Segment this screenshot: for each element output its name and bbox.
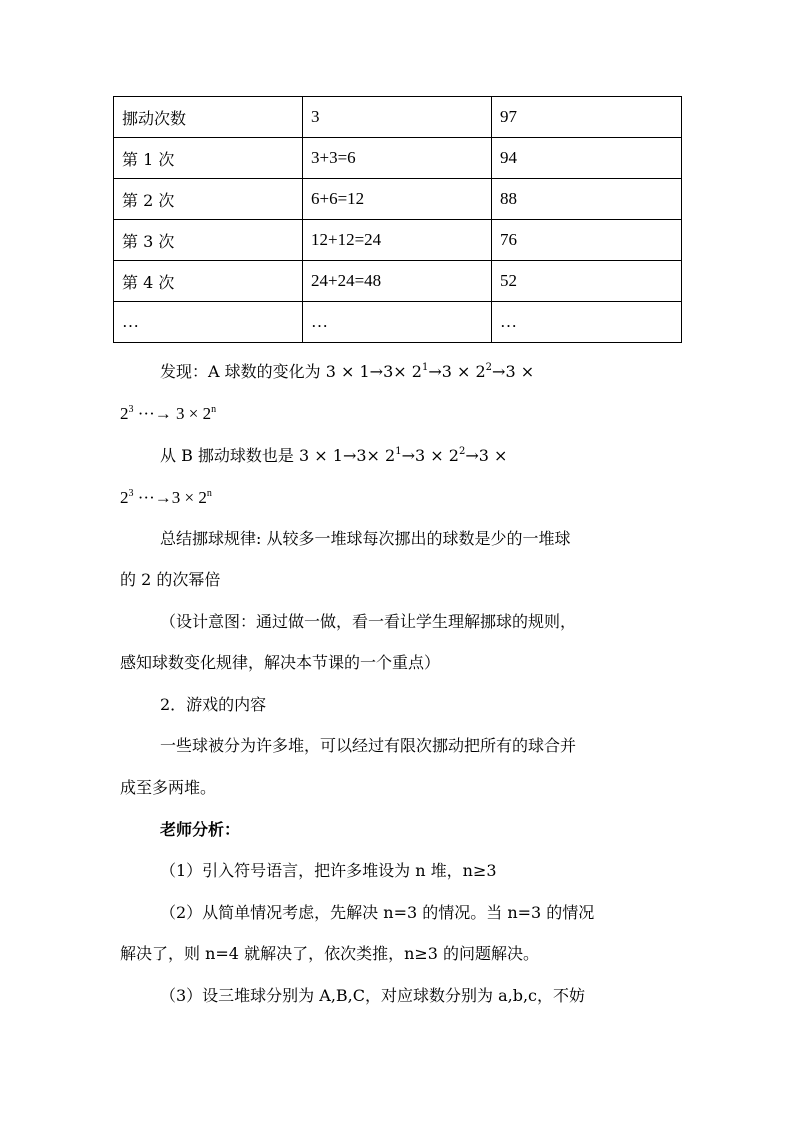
ball-moves-table: [113, 96, 682, 343]
table-cell: 第 1 次: [114, 138, 303, 179]
table-row: [114, 138, 682, 179]
table-row: [114, 261, 682, 302]
table-cell: …: [303, 302, 492, 343]
table-cell: …: [114, 302, 303, 343]
analysis-point-2-line-2: 解决了，则 n=4 就解决了，依次类推，n≥3 的问题解决。: [120, 944, 540, 963]
section-heading: 2．游戏的内容: [160, 695, 267, 714]
finding-a-line-2: $2^3$ ···→ $3 \times 2^n$: [120, 404, 217, 423]
table-row: [114, 97, 682, 138]
table-row: [114, 220, 682, 261]
game-line-1: 一些球被分为许多堆，可以经过有限次挪动把所有的球合并: [160, 736, 577, 755]
table-row: [114, 302, 682, 343]
table-cell: 第 4 次: [114, 261, 303, 302]
table-cell: 3+3=6: [303, 138, 492, 179]
table-cell: 97: [492, 97, 682, 138]
table-cell: 88: [492, 179, 682, 220]
table-cell: 挪动次数: [114, 97, 303, 138]
table-cell: 6+6=12: [303, 179, 492, 220]
analysis-point-2-line-1: （2）从简单情况考虑，先解决 n=3 的情况。当 n=3 的情况: [160, 903, 595, 922]
teacher-analysis-heading: 老师分析：: [160, 820, 241, 839]
table-cell: 24+24=48: [303, 261, 492, 302]
table-cell: 94: [492, 138, 682, 179]
table-cell: 52: [492, 261, 682, 302]
table-cell: 3: [303, 97, 492, 138]
summary-line-1: 总结挪球规律: 从较多一堆球每次挪出的球数是少的一堆球: [160, 529, 571, 548]
design-intent-line-2: 感知球数变化规律，解决本节课的一个重点）: [120, 653, 441, 672]
finding-b-line-1: 从 B 挪动球数也是 $3 \times 1\to 3\times 2^1\to 3 \times 2^2\to 3$ ×: [160, 446, 508, 465]
table-cell: 12+12=24: [303, 220, 492, 261]
table-cell: 第 2 次: [114, 179, 303, 220]
table-cell: 第 3 次: [114, 220, 303, 261]
design-intent-line-1: （设计意图：通过做一做，看一看让学生理解挪球的规则，: [160, 612, 577, 631]
game-line-2: 成至多两堆。: [120, 778, 217, 797]
summary-line-2: 的 2 的次幂倍: [120, 570, 221, 589]
analysis-point-1: （1）引入符号语言，把许多堆设为 n 堆，n≥3: [160, 861, 497, 880]
table-cell: …: [492, 302, 682, 343]
finding-a-line-1: 发现：A 球数的变化为 $3 \times 1\to 3\times 2^1\to 3 \times 2^2\to 3$ ×: [160, 362, 535, 381]
table-row: [114, 179, 682, 220]
analysis-point-3: （3）设三堆球分别为 A,B,C，对应球数分别为 a,b,c，不妨: [160, 986, 585, 1005]
finding-b-line-2: $2^3 \cdot\cdot\cdot\to 3 \times 2^n$: [120, 488, 212, 507]
table-cell: 76: [492, 220, 682, 261]
